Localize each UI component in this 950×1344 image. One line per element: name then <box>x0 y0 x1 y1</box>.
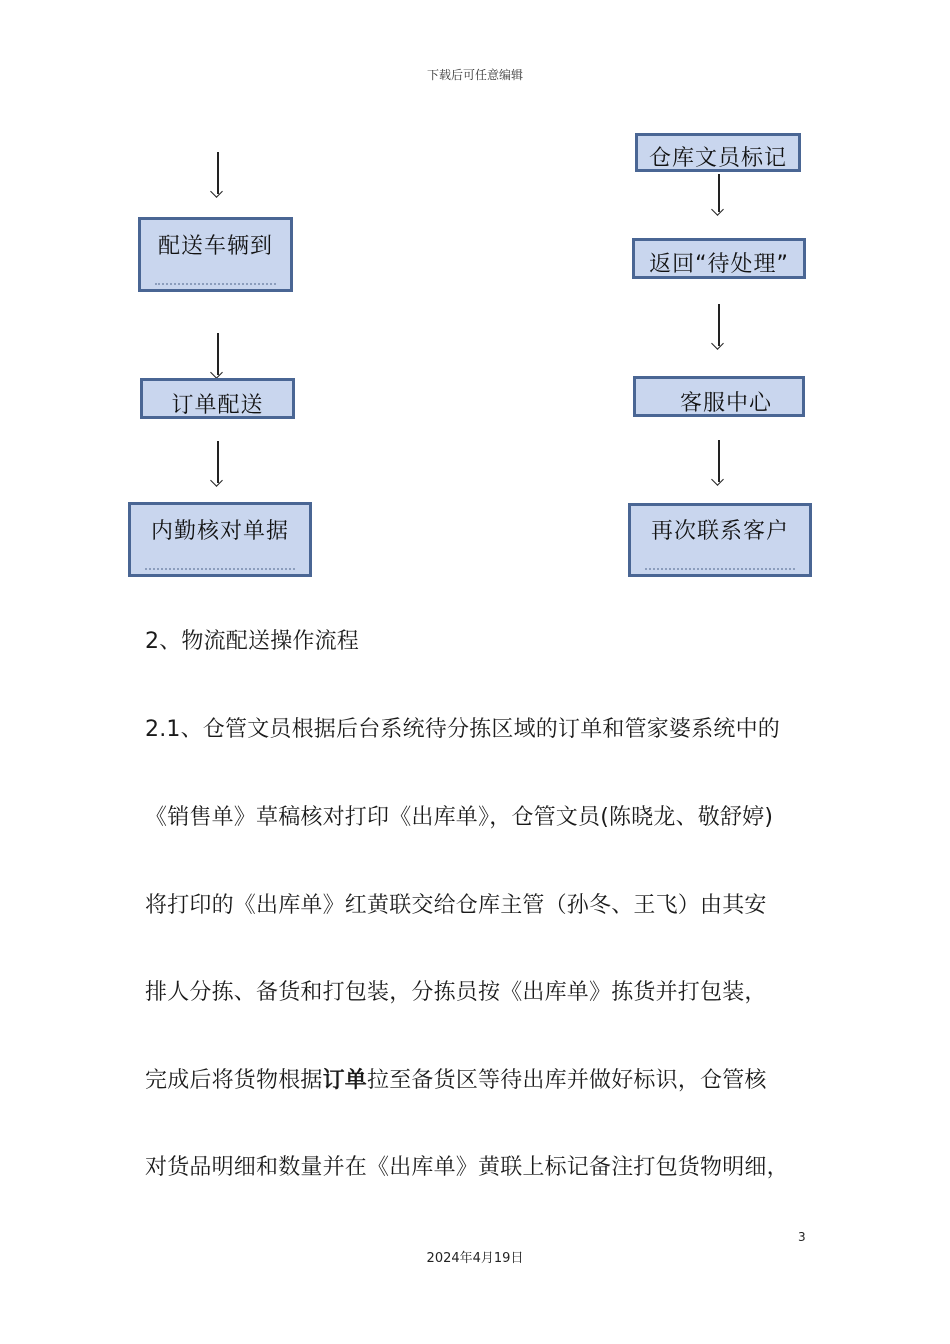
flow-arrow-left-3 <box>217 441 219 483</box>
flow-box-label: 内勤核对单据 <box>150 519 289 544</box>
flow-box-contact-customer-again <box>628 503 812 577</box>
flow-arrow-left-1 <box>217 152 219 194</box>
flow-box-label: 客服中心 <box>679 391 772 416</box>
flow-arrow-right-3 <box>718 440 720 482</box>
section-heading: 2、物流配送操作流程 <box>145 629 359 654</box>
flow-arrow-left-2 <box>217 333 219 375</box>
text-span: 拉至备货区等待出库并做好标识，仓管核 <box>367 1068 767 1093</box>
flow-arrow-right-2 <box>718 304 720 346</box>
page-header: 下载后可任意编辑 <box>426 68 523 82</box>
clipped-text-line <box>155 280 276 285</box>
paragraph-line-2: 《销售单》草稿核对打印《出库单》，仓管文员(陈晓龙、敬舒婷) <box>145 805 774 830</box>
flow-box-delivery-vehicle <box>138 217 293 292</box>
paragraph-line-5 <box>145 1063 767 1094</box>
flow-box-label: 配送车辆到 <box>157 234 273 259</box>
paragraph-line-3: 将打印的《出库单》红黄联交给仓库主管（孙冬、王飞）由其安 <box>145 893 767 918</box>
paragraph-line-4: 排人分拣、备货和打包装，分拣员按《出库单》拣货并打包装， <box>145 980 767 1005</box>
paragraph-line-1: 2.1、仓管文员根据后台系统待分拣区域的订单和管家婆系统中的 <box>145 717 780 742</box>
bold-text-span: 订单 <box>322 1068 368 1093</box>
flow-box-verify-documents <box>128 502 312 577</box>
flow-box-order-delivery <box>140 378 295 419</box>
page-number: 3 <box>798 1230 806 1244</box>
flow-box-warehouse-clerk-mark <box>635 133 801 172</box>
flow-box-label: 再次联系客户 <box>650 519 789 544</box>
clipped-text-line <box>145 565 295 570</box>
flow-box-label: 返回“待处理” <box>649 252 789 277</box>
flow-box-customer-service <box>633 376 805 417</box>
flow-box-return-pending <box>632 238 806 279</box>
flow-box-label: 仓库文员标记 <box>648 146 787 171</box>
flow-box-label: 订单配送 <box>171 393 264 418</box>
clipped-text-line <box>645 565 795 570</box>
flow-arrow-right-1 <box>718 174 720 212</box>
text-span: 完成后将货物根据 <box>145 1068 323 1093</box>
paragraph-line-6: 对货品明细和数量并在《出库单》黄联上标记备注打包货物明细， <box>145 1155 789 1180</box>
page-footer-date: 2024年4月19日 <box>426 1251 524 1266</box>
